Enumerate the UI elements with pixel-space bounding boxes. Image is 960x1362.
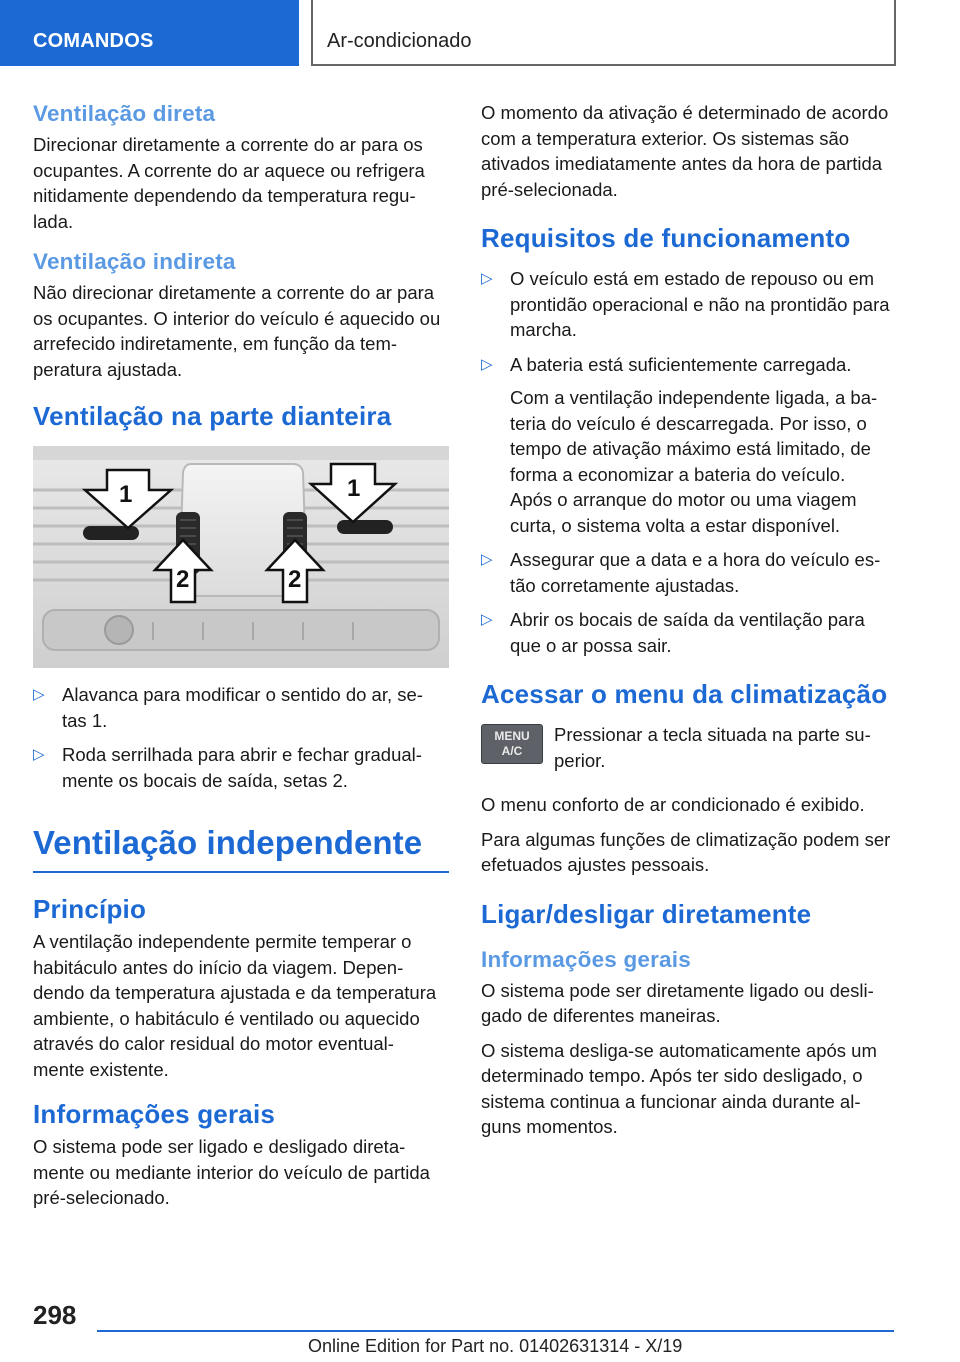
paragraph-info-2: O sistema desliga-se automaticamente após um determinado tempo. Após ter sido desligado, o sistema continua a funcionar ainda durante al- guns momentos. — [481, 1039, 877, 1137]
page-header — [0, 0, 960, 66]
menu-ac-instruction — [481, 722, 891, 782]
menu-ac-button-icon — [481, 724, 543, 764]
list-item-text: O veículo está em estado de repouso ou em prontidão operacional e não na prontidão para marcha. — [510, 268, 890, 340]
arrow-label-1-left: 1 — [119, 481, 133, 508]
paragraph-principio: A ventilação independente permite temperar o habitáculo antes do início da viagem. Depen- dendo da temperatura ajustada e da temperatura ambiente, o habitáculo é ventilado ou aquecido através do calor residual do motor eventual- mente existente. — [33, 931, 437, 1080]
heading-ventilacao-direta: Ventilação direta — [33, 101, 216, 126]
heading-acessar-menu: Acessar o menu da climatização — [481, 679, 888, 709]
heading-ventilacao-indireta: Ventilação indireta — [33, 249, 236, 274]
heading-informacoes-gerais: Informações gerais — [33, 1099, 276, 1129]
air-vents-photo — [33, 446, 449, 668]
triangle-bullet-icon: ▷ — [33, 746, 45, 763]
list-item-note: Com a ventilação independente ligada, a ba- teria do veículo é descarregada. Por isso, o tempo de ativação máximo está limitado, de forma a economizar a bateria do veículo. Após o arranque do motor ou uma viagem curta, o sistema volta a estar disponível. — [510, 387, 878, 536]
list-item — [33, 682, 449, 733]
list-item-text: A bateria está suficientemente carregada. — [510, 353, 852, 375]
heading-ligar-desligar: Ligar/desligar diretamente — [481, 898, 812, 929]
list-item-text: Abrir os bocais de saída da ventilação para que o ar possa sair. — [510, 609, 865, 656]
paragraph-menu-2: Para algumas funções de climatização podem ser efetuados ajustes pessoais. — [481, 828, 891, 875]
right-column — [481, 100, 891, 1149]
list-item — [481, 352, 891, 539]
heading-informacoes-gerais-right: Informações gerais — [481, 946, 691, 972]
list-item-text: Assegurar que a data e a hora do veículo es- tão corretamente ajustadas. — [510, 549, 881, 596]
menu-instruction-text: Pressionar a tecla situada na parte su- perior. — [554, 724, 871, 771]
list-item — [33, 742, 449, 793]
chapter-label: Ar-condicionado — [311, 0, 896, 66]
heading-requisitos: Requisitos de funcionamento — [481, 223, 851, 253]
list-item — [481, 266, 891, 343]
left-column — [33, 100, 449, 1220]
paragraph-direta: Direcionar diretamente a corrente do ar para os ocupantes. A corrente do ar aquece ou refrigera nitidamente dependendo da temperatura regu- lada. — [33, 134, 425, 232]
list-item — [481, 607, 891, 658]
menu-key-line1: MENU — [494, 729, 530, 743]
triangle-bullet-icon: ▷ — [33, 686, 45, 703]
page-number: 298 — [33, 1300, 77, 1330]
vent-controls-list — [33, 682, 449, 793]
triangle-bullet-icon: ▷ — [481, 355, 493, 373]
triangle-bullet-icon: ▷ — [481, 611, 493, 628]
arrow-label-1-right: 1 — [347, 475, 361, 502]
triangle-bullet-icon: ▷ — [481, 270, 493, 287]
arrow-label-2-left: 2 — [176, 566, 190, 593]
paragraph-intro: O momento da ativação é determinado de acordo com a temperatura exterior. Os sistemas são ativados imediatamente antes da hora de partida pré-selecionada. — [481, 102, 889, 200]
list-item — [481, 547, 891, 598]
chapter-title: Ventilação independente — [33, 824, 423, 861]
edition-note: Online Edition for Part no. 01402631314 - X/19 — [308, 1336, 683, 1356]
footer-divider — [97, 1330, 894, 1332]
page-footer — [0, 1300, 960, 1362]
chapter-divider — [33, 871, 449, 873]
paragraph-informacoes-gerais: O sistema pode ser ligado e desligado direta- mente ou mediante interior do veículo de partida pré-selecionado. — [33, 1136, 430, 1208]
list-item-text: Roda serrilhada para abrir e fechar gradual- mente os bocais de saída, setas 2. — [62, 744, 422, 791]
paragraph-info-1: O sistema pode ser diretamente ligado ou desli- gado de diferentes maneiras. — [481, 979, 874, 1026]
triangle-bullet-icon: ▷ — [481, 551, 493, 568]
paragraph-menu-1: O menu conforto de ar condicionado é exibido. — [481, 794, 865, 815]
section-tab: COMANDOS — [0, 0, 299, 66]
heading-principio: Princípio — [33, 894, 147, 924]
arrow-label-2-right: 2 — [288, 566, 302, 593]
list-item-text: Alavanca para modificar o sentido do ar, se- tas 1. — [62, 684, 423, 731]
requisitos-list — [481, 266, 891, 658]
paragraph-indireta: Não direcionar diretamente a corrente do ar para os ocupantes. O interior do veículo é aquecido ou arrefecido indiretamente, em função da tem- peratura ajustada. — [33, 282, 441, 380]
menu-key-line2: A/C — [501, 744, 523, 758]
heading-ventilacao-dianteira: Ventilação na parte dianteira — [33, 401, 392, 431]
